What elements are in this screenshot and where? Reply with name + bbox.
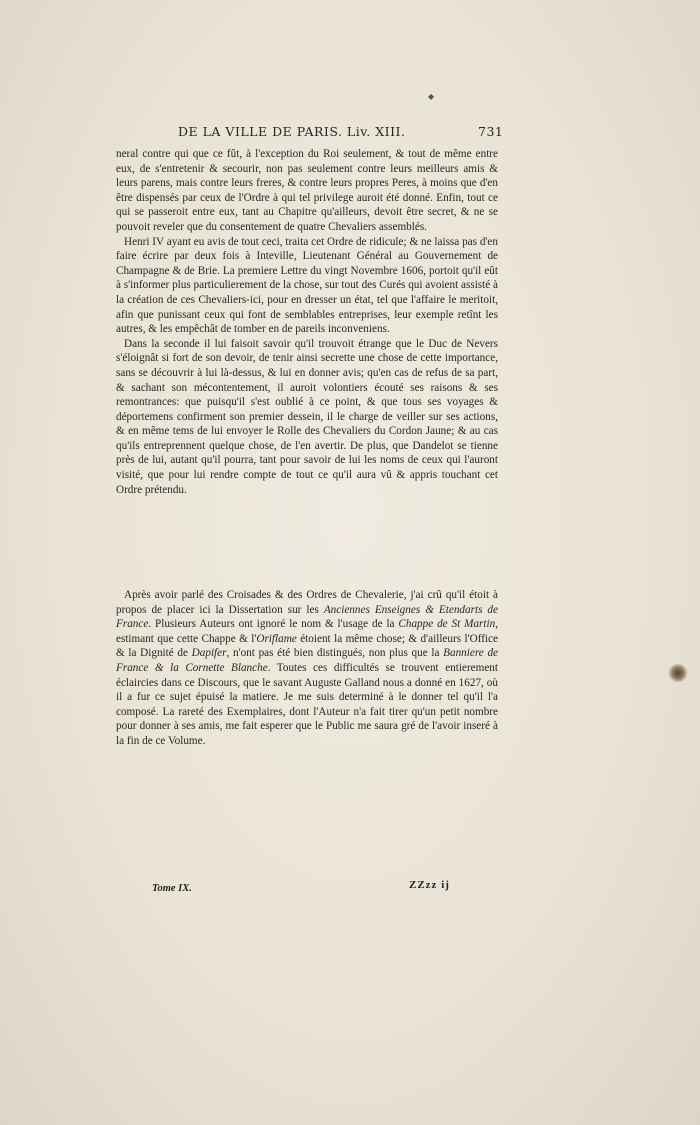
paragraph: neral contre qui que ce fût, à l'exception du Roi seulement, & tout de même entre eux, de s'entretenir & secourir, non pas seulement contre leurs meilleurs amis & leurs parens, mais contre leurs freres, & contre leurs propres Peres, à moins que d'en être dispensés par ceux de l'Ordre à qui tel privilege auroit été donné. Enfin, tout ce qui se passeroit entre eux, tant au Chapitre qu'ailleurs, devoit être secret, & ne se pouvoit reveler que du consentement de quatre Chevaliers assemblés.	[116, 148, 498, 233]
note-text: Après avoir parlé des Croisades & des Ordres de Chevalerie, j'ai crû qu'il étoit à propos de placer ici la Dissertation sur les	[116, 589, 498, 616]
note-italic-term: Banniere de France & la Cornette Blanche	[116, 647, 498, 674]
note-italic-title: Anciennes Enseignes & Etendarts de France	[116, 603, 498, 631]
paper-stain	[668, 664, 688, 682]
note-text: , n'ont pas été bien distingués, non plus que la	[226, 647, 444, 660]
editor-note	[116, 588, 498, 749]
note-text: étoient la même chose; & d'ailleurs l'Office & la Dignité de	[116, 632, 498, 660]
note-text: , estimant que cette Chappe & l'	[116, 618, 498, 645]
main-text	[116, 147, 498, 497]
note-italic-term: Oriflame	[256, 632, 297, 645]
page-number: 731	[478, 124, 504, 139]
signature-mark: ZZzz ij	[409, 879, 450, 891]
note-italic-term: Dapifer	[191, 647, 227, 660]
note-text: . Toutes ces difficultés se trouvent entierement éclaircies dans ce Discours, que le savant Auguste Galland nous a donné en 1627, où il a fur ce sujet épuisé la matiere. Je me suis determiné à le donner tel qu'il l'a composé. La rareté des Exemplaires, dont l'Auteur n'a fait tirer qu'un petit nombre pour donner à ses amis, me fait esperer que le Public me saura gré de l'avoir inseré à la fin de ce Volume.	[116, 661, 499, 747]
note-paragraph	[116, 588, 498, 749]
running-title: DE LA VILLE DE PARIS. Liv. XIII.	[178, 124, 406, 139]
volume-mark: Tome IX.	[152, 883, 192, 894]
paragraph: Dans la seconde il lui faisoit savoir qu'il trouvoit étrange que le Duc de Nevers s'éloignât si fort de son devoir, de tenir ainsi secrette une chose de cette importance, sans se découvrir à lui là-dessus, & lui en donner avis; qu'en cas de refus de sa part, & sachant son mécontentement, il auroit volontiers écouté ses raisons & ses remontrances: que puisqu'il s'est oublié à ce point, & que tous ses voyages & déportemens confirment son premier dessein, il le charge de veiller sur ses actions, & en même tems de lui envoyer le Rolle des Chevaliers du Cordon Jaune; & au cas qu'ils entreprennent quelque chose, de l'en avertir. De plus, que Dandelot se tienne près de lui, autant qu'il pourra, tant pour savoir de lui les noms de ceux qui l'auront visité, que pour lui rendre compte de tout ce qu'il aura vû & appris touchant cet Ordre prétendu.	[116, 337, 498, 496]
paragraph: Henri IV ayant eu avis de tout ceci, traita cet Ordre de ridicule; & ne laissa pas d'en faire écrire par deux fois à Inteville, Lieutenant Général au Gouvernement de Champagne & de Brie. La premiere Lettre du vingt Novembre 1606, portoit qu'il eût à s'informer plus particulierement de la chose, sur tout des Curés qui avoient assisté à la création de ces Chevaliers-ici, pour en dresser un état, tel que l'affaire le meritoit, afin que punissant ceux qui font de semblables entreprises, leur exemple retînt les autres, & les empêchât de tomber en de pareils inconveniens.	[116, 235, 498, 336]
note-italic-term: Chappe de St Martin	[398, 618, 496, 631]
note-text: . Plusieurs Auteurs ont ignoré le nom & l'usage de la	[148, 618, 399, 631]
ink-dot: ◆	[428, 92, 435, 101]
